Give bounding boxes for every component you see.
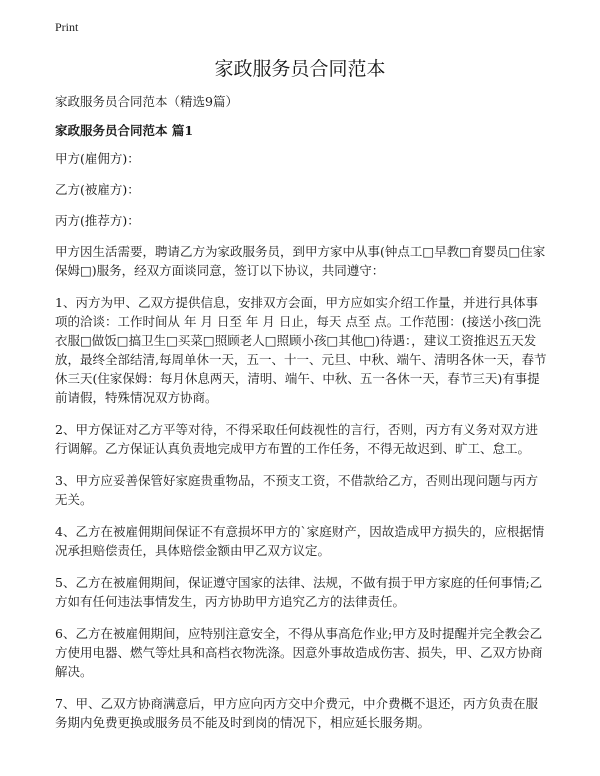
clause-1: 1、丙方为甲、乙双方提供信息，安排双方会面，甲方应如实介绍工作量，并进行具体事项的洽谈：工作时间从 年 月 日至 年 月 日止，每天 点至 点。工作范围：(接送小孩□洗衣服□做饭□搞卫生□买菜□照顾老人□照顾小孩□其他□)待遇：，建议工资推迟五天发放，最终全部结清,每周单休一天，五一、十一、元旦、中秋、端午、清明各休一天，春节休三天(住家保姆：每月休息两天，清明、端午、中秋、五一各休一天，春节三天)有事提前请假，特殊情况双方协商。 bbox=[55, 295, 547, 405]
clause-6: 6、乙方在被雇佣期间，应特别注意安全，不得从事高危作业;甲方及时提醒并完全教会乙方使用电器、燃气等灶具和高档衣物洗涤。因意外事故造成伤害、损失，甲、乙双方协商解决。 bbox=[55, 626, 543, 679]
party-c-line: 丙方(推荐方)： bbox=[55, 213, 140, 228]
clause-2: 2、甲方保证对乙方平等对待，不得采取任何歧视性的言行，否则，丙方有义务对双方进行调解。乙方保证认真负责地完成甲方布置的工作任务，不得无故迟到、旷工、怠工。 bbox=[55, 422, 538, 456]
party-b-line: 乙方(被雇方)： bbox=[55, 182, 140, 197]
clause-3: 3、甲方应妥善保管好家庭贵重物品，不预支工资，不借款给乙方，否则出现问题与丙方无关。 bbox=[55, 473, 538, 507]
document-body bbox=[55, 92, 550, 745]
document-title: 家政服务员合同范本 bbox=[214, 58, 386, 80]
party-a-line: 甲方(雇佣方)： bbox=[55, 151, 140, 166]
clause-5: 5、乙方在被雇佣期间，保证遵守国家的法律、法规，不做有损于甲方家庭的任何事情;乙方如有任何违法事情发生，丙方协助甲方追究乙方的法律责任。 bbox=[55, 575, 543, 609]
section-heading: 家政服务员合同范本 篇1 bbox=[55, 123, 194, 138]
print-link[interactable]: Print bbox=[55, 20, 79, 34]
intro-paragraph: 甲方因生活需要，聘请乙方为家政服务员，到甲方家中从事(钟点工□早教□育婴员□住家保姆□)服务，经双方面谈同意，签订以下协议，共同遵守： bbox=[55, 244, 546, 278]
clause-4: 4、乙方在被雇佣期间保证不有意损坏甲方的`家庭财产，因故造成甲方损失的，应根据情况承担赔偿责任，具体赔偿金额由甲乙双方议定。 bbox=[55, 524, 545, 558]
clause-7: 7、甲、乙双方协商满意后，甲方应向丙方交中介费元，中介费概不退还，丙方负责在服务期内免费更换或服务员不能及时到岗的情况下，相应延长服务期。 bbox=[55, 696, 538, 730]
document-subtitle: 家政服务员合同范本（精选9篇） bbox=[55, 94, 238, 109]
